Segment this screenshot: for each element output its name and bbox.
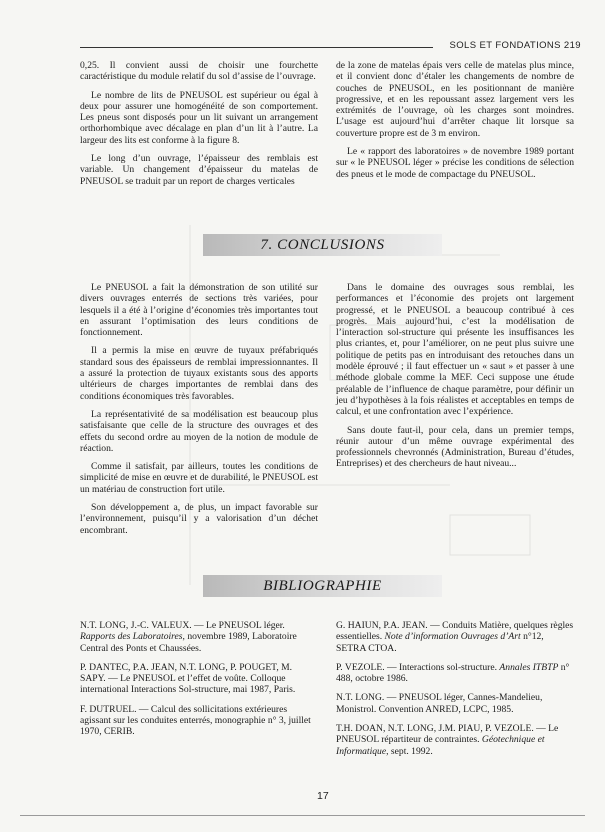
paragraph: 0,25. Il convient aussi de choisir une fourchette caractéristique du module relatif du sol d’assise de l’ouvrage.: [80, 60, 318, 83]
conclusions-heading: 7. CONCLUSIONS: [203, 234, 442, 256]
paragraph: Dans le domaine des ouvrages sous remblai, les performances et l’économie des projets ont largement progressé, et le PNEUSOL a beaucoup contribué à ces progrès. Mais aujourd’hui, c’est la modélisation de l’interaction sol-structure qui présente les insuffisances les plus criantes, et, pour l’améliorer, on ne peut plus suivre une politique de petits pas en introduisant des retouches dans un modèle éprouvé ; il faut effectuer un « saut » et passer à une méthode globale comme la MEF. Ceci suppose une étude préalable de l’influence de chaque paramètre, pour définir un jeu d’hypothèses à la fois réalistes et acceptables en temps de calcul, et une confrontation avec l’expérience.: [336, 282, 574, 418]
paragraph: de la zone de matelas épais vers celle de matelas plus mince, et il convient donc d’étaler les changements de nombre de couches de PNEUSOL, en les positionnant de manière progressive, et en les repoussant assez largement vers les extrémités de l’ouvrage, où les charges sont moindres. L’usage est aujourd’hui d’arrêter chaque lit lorsque sa couverture propre est de 3 m environ.: [336, 60, 574, 139]
conclusions-right-column: [336, 282, 574, 477]
paragraph: Sans doute faut-il, pour cela, dans un premier temps, réunir autour d’un même ouvrage expérimental des professionnels chevronnés (Administration, Bureau d’études, Entreprises) et des chercheurs de haut niveau...: [336, 424, 574, 470]
reference-entry: T.H. DOAN, N.T. LONG, J.M. PIAU, P. VEZOLE. — Le PNEUSOL répartiteur de contraintes. Géotechnique et Informatique, sept. 1992.: [336, 723, 559, 757]
paragraph: Le « rapport des laboratoires » de novembre 1989 portant sur « le PNEUSOL léger » précise les conditions de sélection des pneus et le mode de compactage du PNEUSOL.: [336, 146, 574, 180]
reference-entry: P. DANTEC, P.A. JEAN, N.T. LONG, P. POUGET, M. SAPY. — Le PNEUSOL et l’effet de voûte. Colloque international Interactions Sol-structure, mai 1987, Paris.: [80, 661, 296, 696]
paragraph: Il a permis la mise en œuvre de tuyaux préfabriqués standard sous des épaisseurs de remblai impressionnantes. Il a assuré la protection de tuyaux existants sous des apports ultérieurs de charges importantes de remblai dans des conditions économiques très favorables.: [80, 345, 318, 402]
page-number: 17: [317, 790, 329, 802]
reference-entry: P. VEZOLE. — Interactions sol-structure. Annales ITBTP n° 488, octobre 1986.: [336, 661, 570, 685]
reference-entry: N.T. LONG, J.-C. VALEUX. — Le PNEUSOL léger. Rapports des Laboratoires, novembre 1989, Laboratoire Central des Ponts et Chaussées.: [80, 620, 297, 654]
journal-header: SOLS ET FONDATIONS 219: [449, 40, 581, 51]
top-left-column: [80, 60, 318, 194]
reference-entry: F. DUTRUEL. — Calcul des sollicitations extérieures agissant sur les conduites enterrés, monographie n° 3, juillet 1970, CERIB.: [80, 703, 311, 738]
paragraph: Comme il satisfait, par ailleurs, toutes les conditions de simplicité de mise en œuvre et de durabilité, le PNEUSOL est un matériau de construction fort utile.: [80, 461, 318, 495]
top-right-column: [336, 60, 574, 187]
bibliography-heading: BIBLIOGRAPHIE: [203, 575, 442, 597]
header-rule: [80, 47, 433, 48]
paragraph: Le long d’un ouvrage, l’épaisseur des remblais est variable. Un changement d’épaisseur du matelas de PNEUSOL se traduit par un report de charges verticales: [80, 153, 318, 187]
paragraph: Le nombre de lits de PNEUSOL est supérieur ou égal à deux pour assurer une homogénéité de son comportement. Les pneus sont disposés pour un lit suivant un arrangement orthorhombique avec décalage en plan d’un lit à l’autre. La largeur des lits est conforme à la figure 8.: [80, 89, 318, 146]
conclusions-left-column: [80, 282, 318, 543]
paragraph: Le PNEUSOL a fait la démonstration de son utilité sur divers ouvrages enterrés de sections très variées, pour lesquels il a été à l’origine d’économies très importantes tout en assurant l’optimisation des leurs conditions de fonctionnement.: [80, 282, 318, 339]
bibliography-left-column: [80, 620, 318, 746]
bibliography-right-column: [336, 620, 574, 765]
reference-entry: N.T. LONG. — PNEUSOL léger, Cannes-Mandelieu, Monistrol. Convention ANRED, LCPC, 1985.: [336, 692, 543, 715]
bottom-rule: [20, 815, 585, 816]
paragraph: La représentativité de sa modélisation est beaucoup plus satisfaisante que celle de la structure des ouvrages et des effets du second ordre au moyen de la notion de module de réaction.: [80, 408, 318, 454]
reference-entry: G. HAIUN, P.A. JEAN. — Conduits Matière, quelques règles essentielles. Note d’information Ouvrages d’Art n°12, SETRA CTOA.: [336, 620, 574, 654]
paragraph: Son développement a, de plus, un impact favorable sur l’environnement, puisqu’il y a valorisation d’un déchet encombrant.: [80, 502, 318, 536]
